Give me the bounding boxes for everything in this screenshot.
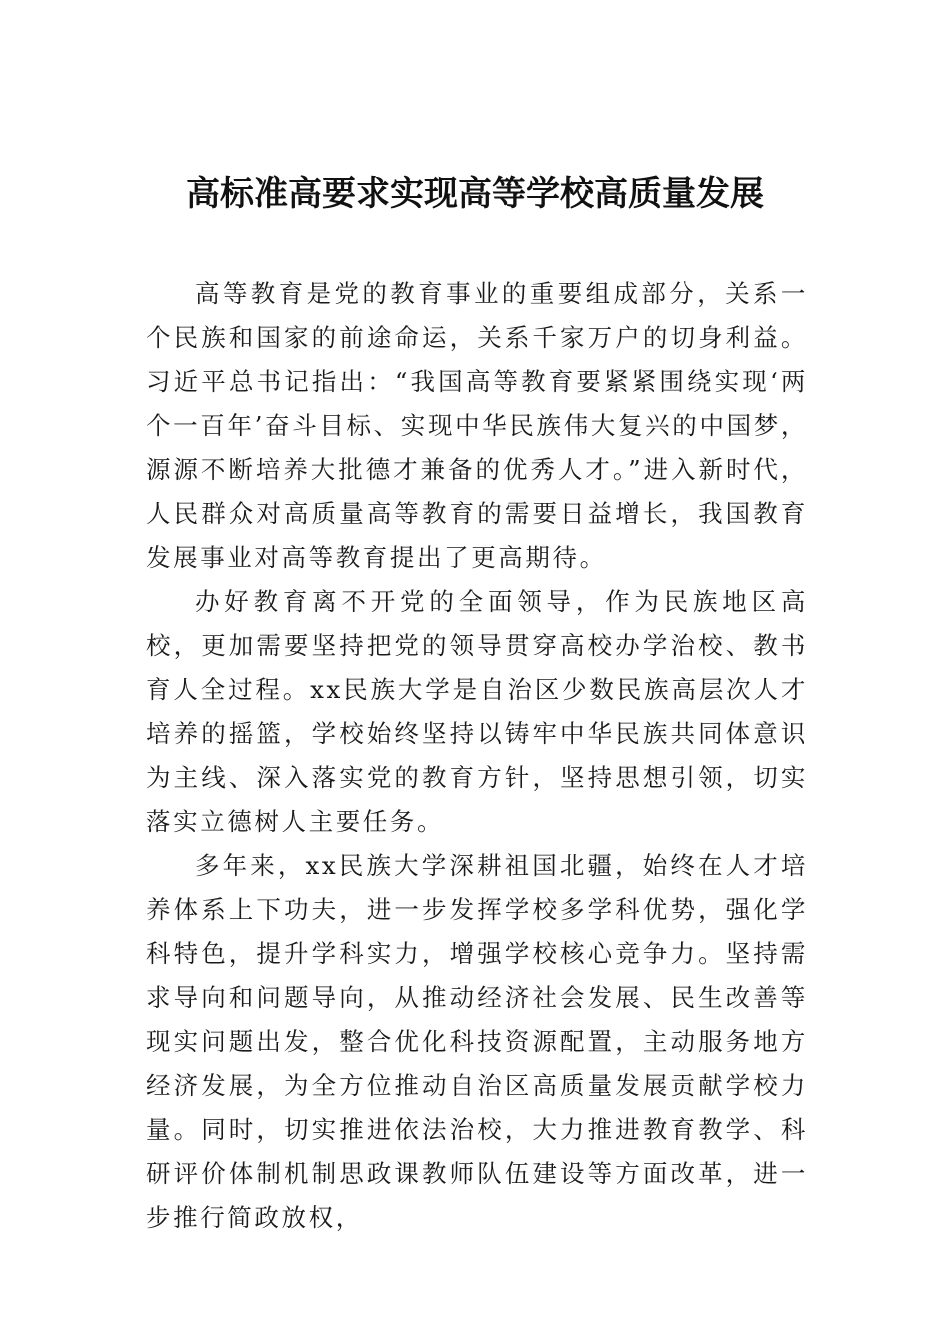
paragraph-2: 办好教育离不开党的全面领导，作为民族地区高校，更加需要坚持把党的领导贯穿高校办学治校、教书育人全过程。xx民族大学是自治区少数民族高层次人才培养的摇篮，学校始终坚持以铸牢中华民族共同体意识为主线、深入落实党的教育方针，坚持思想引领，切实落实立德树人主要任务。 <box>146 587 808 836</box>
paragraph-1: 高等教育是党的教育事业的重要组成部分，关系一个民族和国家的前途命运，关系千家万户的切身利益。习近平总书记指出：“我国高等教育要紧紧围绕实现‘两个一百年’奋斗目标、实现中华民族伟大复兴的中国梦，源源不断培养大批德才兼备的优秀人才。”进入新时代，人民群众对高质量高等教育的需要日益增长，我国教育发展事业对高等教育提出了更高期待。 <box>146 279 808 572</box>
document-title: 高标准高要求实现高等学校高质量发展 <box>186 174 764 214</box>
document-body <box>146 272 808 1240</box>
paragraph-3: 多年来，xx民族大学深耕祖国北疆，始终在人才培养体系上下功夫，进一步发挥学校多学科优势，强化学科特色，提升学科实力，增强学校核心竞争力。坚持需求导向和问题导向，从推动经济社会发展、民生改善等现实问题出发，整合优化科技资源配置，主动服务地方经济发展，为全方位推动自治区高质量发展贡献学校力量。同时，切实推进依法治校，大力推进教育教学、科研评价体制机制思政课教师队伍建设等方面改革，进一步推行简政放权， <box>146 851 808 1232</box>
